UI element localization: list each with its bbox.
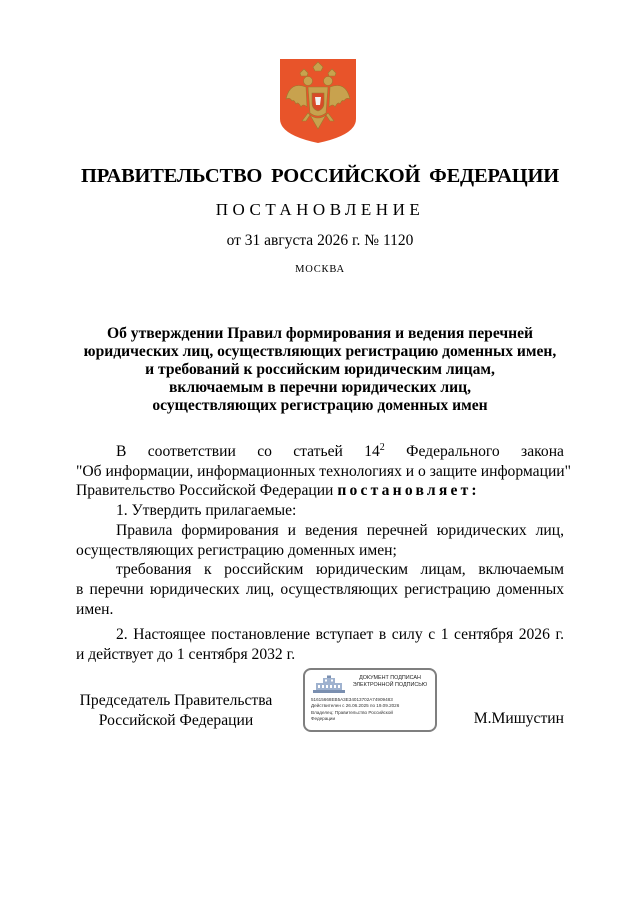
position-line: Председатель Правительства [79,692,273,709]
article-superscript: 2 [379,442,385,453]
stamp-details [311,697,435,723]
subject-line: и требований к российским юридическим лицам, [145,361,495,378]
stamp-title: ДОКУМЕНТ ПОДПИСАН ЭЛЕКТРОННОЙ ПОДПИСЬЮ [352,675,428,688]
subject-line: осуществляющих регистрацию доменных имен [152,397,488,414]
document-body [76,438,572,665]
document-date-number: от 31 августа 2026 г. № 1120 [226,232,414,249]
item-2-line-2: и действует до 1 сентября 2032 г. [76,646,296,664]
signer-name: М.Мишустин [473,710,564,727]
rules-line-1: Правила формирования и ведения перечней юридических лиц, [116,521,564,539]
item-2-line-1: 2. Настоящее постановление вступает в силу с 1 сентября 2026 г. [116,626,564,644]
intro-word: соответствии [147,443,236,460]
certificate-owner: Владелец: Правительство Российской [311,709,393,715]
article-reference: статьей $14^2$ [293,442,385,460]
requirements-line-2: в перечни юридических лиц, осуществляющих регистрацию доменных [76,580,564,598]
intro-word: со [257,443,272,460]
electronic-signature-stamp [303,668,437,732]
certificate-number: 51615668EB5A3E34013702A74909483 [311,697,393,702]
requirements-line-3: имен. [76,600,114,618]
document-city: МОСКВА [295,264,345,275]
position-line: Российской Федерации [98,711,254,729]
decree-verb: постановляет: [337,482,480,500]
certificate-owner: Федерации [311,716,336,722]
document-type: ПОСТАНОВЛЕНИЕ [215,200,425,219]
rules-line-2: осуществляющих регистрацию доменных имен; [76,541,397,559]
subject-line: юридических лиц, осуществляющих регистрацию доменных имен, [83,343,557,360]
signatory-position [76,691,276,730]
subject-line: включаемым в перечни юридических лиц, [169,379,471,396]
subject-line: Об утверждении Правил формирования и ведения перечней [106,325,534,342]
intro-line-3: Правительство Российской Федерации постановляет: [76,482,480,500]
government-title: ПРАВИТЕЛЬСТВО РОССИЙСКОЙ ФЕДЕРАЦИИ [81,165,559,187]
intro-word: Федерального [406,443,500,460]
intro-word: закона [521,443,564,460]
intro-line-2: "Об информации, информационных технологиях и о защите информации" [76,462,572,480]
item-1: 1. Утвердить прилагаемые: [116,502,297,520]
document-subject [70,325,570,415]
requirements-line-1: требования к российским юридическим лицам, включаемым [116,561,564,579]
intro-word: В [116,443,127,460]
coat-of-arms-icon [276,57,360,145]
government-building-icon [311,675,347,695]
certificate-validity: Действителен с 26.06.2025 по 19.09.2026 [311,703,400,709]
intro-line-1 [76,438,564,462]
